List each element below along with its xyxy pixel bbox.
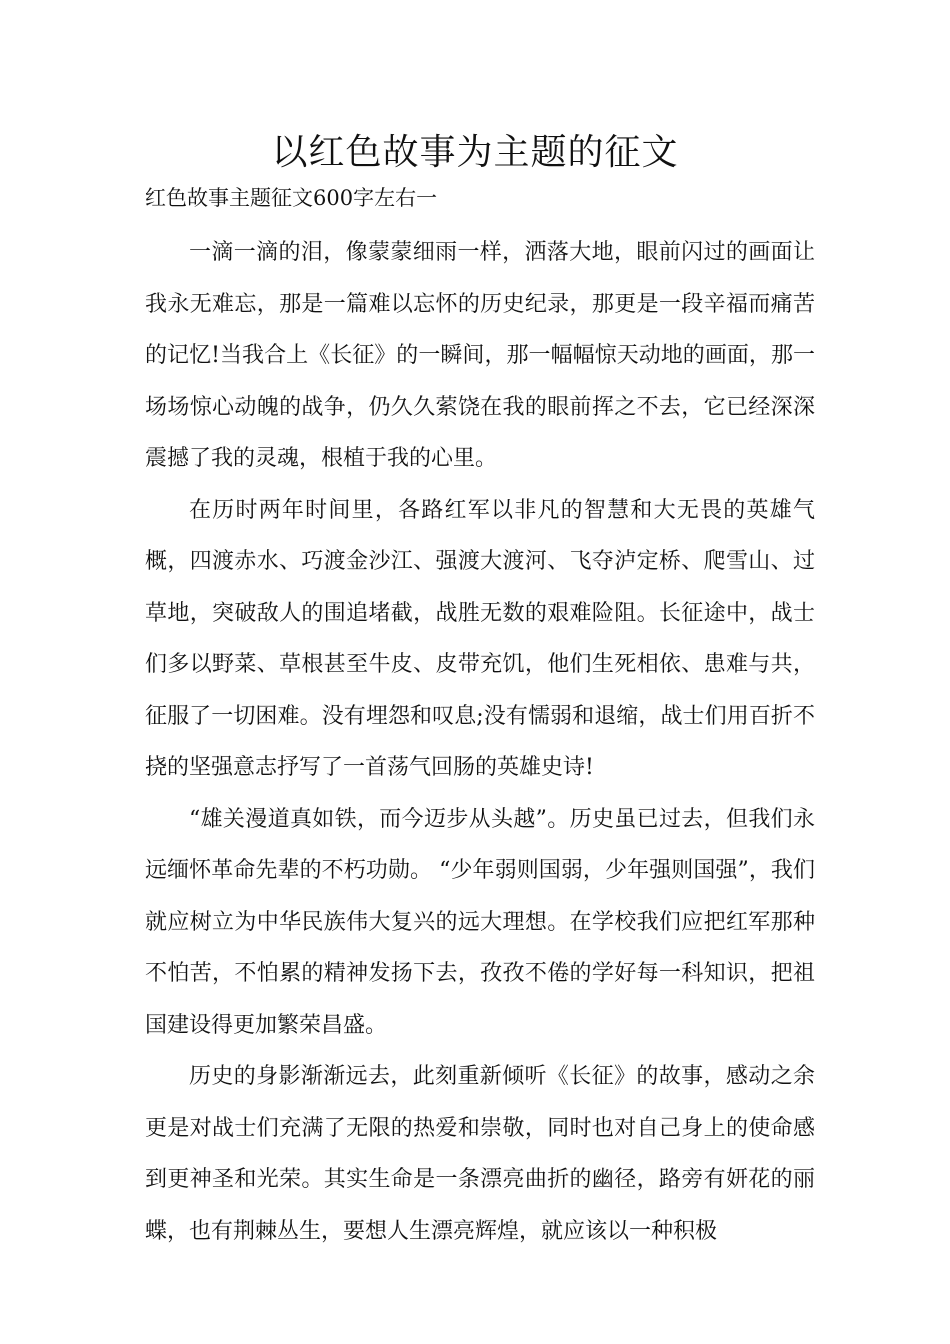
paragraph: 历史的身影渐渐远去，此刻重新倾听《长征》的故事，感动之余更是对战士们充满了无限的热爱和崇敬，同时也对自己身上的使命感到更神圣和光荣。其实生命是一条漂亮曲折的幽径，路旁有妍花的丽蝶，也有荆棘丛生，要想人生漂亮辉煌，就应该以一种积极 bbox=[145, 1064, 815, 1244]
paragraph: 一滴一滴的泪，像蒙蒙细雨一样，洒落大地，眼前闪过的画面让我永无难忘，那是一篇难以忘怀的历史纪录，那更是一段辛福而痛苦的记忆!当我合上《长征》的一瞬间，那一幅幅惊天动地的画面，那一场场惊心动魄的战争，仍久久萦饶在我的眼前挥之不去，它已经深深震撼了我的灵魂，根植于我的心里。 bbox=[145, 240, 815, 471]
document-subtitle: 红色故事主题征文600字左右一 bbox=[145, 186, 438, 210]
paragraph: “雄关漫道真如铁，而今迈步从头越”。历史虽已过去，但我们永远缅怀革命先辈的不朽功勋。 “少年弱则国弱，少年强则国强”，我们就应树立为中华民族伟大复兴的远大理想。在学校我们应把红军那种不怕苦，不怕累的精神发扬下去，孜孜不倦的学好每一科知识，把祖国建设得更加繁荣昌盛。 bbox=[145, 806, 815, 1038]
page-title: 以红色故事为主题的征文 bbox=[271, 132, 679, 173]
document-body bbox=[145, 227, 815, 1257]
paragraph: 在历时两年时间里，各路红军以非凡的智慧和大无畏的英雄气概，四渡赤水、巧渡金沙江、强渡大渡河、飞夺泸定桥、爬雪山、过草地，突破敌人的围追堵截，战胜无数的艰难险阻。长征途中，战士们多以野菜、草根甚至牛皮、皮带充饥，他们生死相依、患难与共，征服了一切困难。没有埋怨和叹息;没有懦弱和退缩，战士们用百折不挠的坚强意志抒写了一首荡气回肠的英雄史诗! bbox=[145, 497, 815, 780]
